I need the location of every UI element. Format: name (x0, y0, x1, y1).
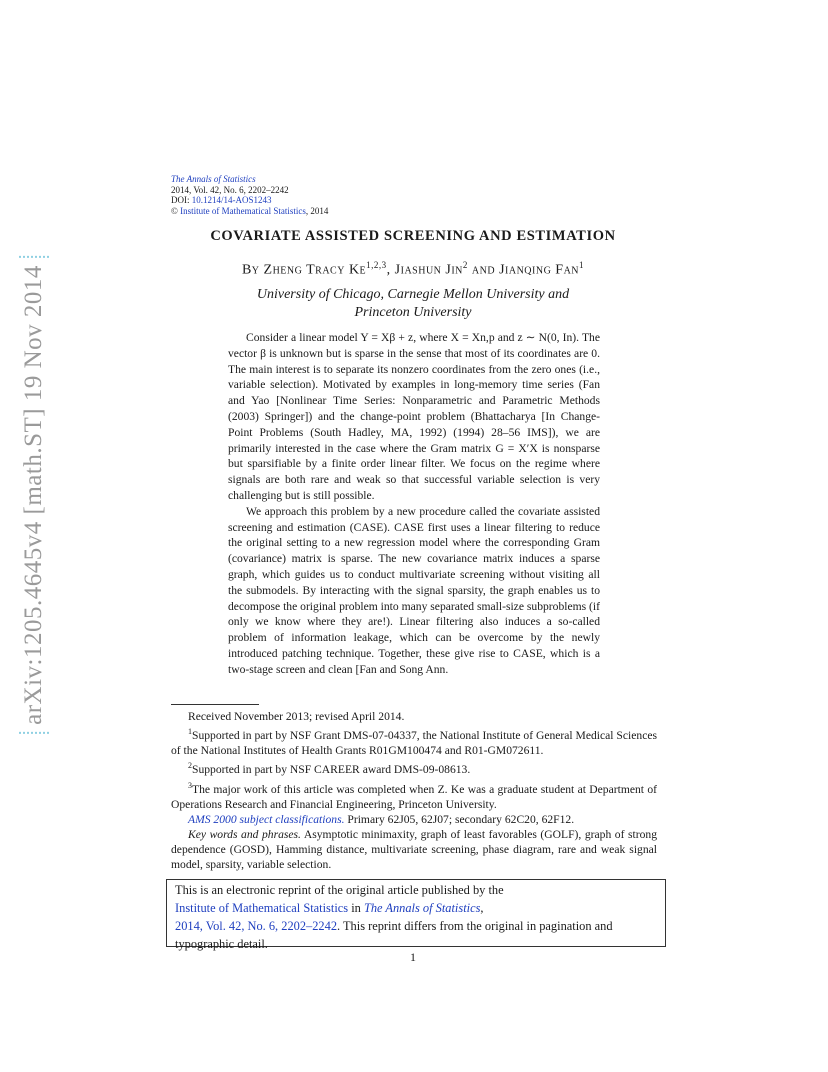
footnote-1-text: Supported in part by NSF Grant DMS-07-04337, the National Institute of General Medical Sciences of the National Institutes of Health Grants R01GM100474 and R01-GM072611. (171, 729, 657, 758)
reprint-text-2: in (348, 901, 364, 915)
affiliations (171, 286, 655, 322)
arxiv-id-text: arXiv:1205.4645v4 [math.ST] 19 Nov 2014 (20, 261, 48, 729)
page-number: 1 (410, 950, 416, 964)
reprint-notice-box (166, 879, 666, 951)
ams-classification-link[interactable]: AMS 2000 subject classifications. (188, 812, 345, 826)
footnote-2-text: Supported in part by NSF CAREER award DMS-09-08613. (192, 763, 471, 777)
abstract-paragraph-1: Consider a linear model Y = Xβ + z, where X = Xn,p and z ∼ N(0, In). The vector β is unknown but is sparse in the sense that most of its coordinates are 0. The main interest is to separate its nonzero coordinates from the zero ones (i.e., variable selection). Motivated by examples in long-memory time series (Fan and Yao [Nonlinear Time Series: Nonparametric and Parametric Methods (2003) Springer]) and the change-point problem (Bhattacharya [In Change-Point Problems (South Hadley, MA, 1992) (1994) 28–56 IMS]), we are primarily interested in the case where the Gram matrix G = X′X is nonsparse but sparsifiable by a finite order linear filter. We focus on the regime where signals are both rare and weak so that successful variable selection is very challenging but is still possible. (228, 331, 600, 502)
footnote-3 (171, 778, 657, 812)
journal-header (171, 174, 328, 216)
author-jin: Jiashun Jin (394, 262, 463, 278)
author-jin-sup: 2 (462, 260, 468, 270)
received-note: Received November 2013; revised April 2014. (188, 710, 405, 723)
author-separator: , (386, 262, 395, 278)
footnote-3-text: The major work of this article was completed when Z. Ke was a graduate student at Department of Operations Research and Financial Engineering, Princeton University. (171, 782, 657, 811)
author-fan-sup: 1 (579, 260, 585, 270)
keywords-text: Asymptotic minimaxity, graph of least favorables (GOLF), graph of strong dependence (GOSD), Hamming distance, multivariate screening, phase diagram, rare and weak signal model, sparsity, variable selection. (171, 828, 657, 872)
keywords (171, 827, 657, 873)
ams-classification (171, 812, 657, 827)
copyright-year: , 2014 (305, 205, 329, 216)
footnote-3-mark: 3 (188, 780, 192, 790)
doi-prefix: DOI: (171, 195, 192, 205)
copyright-icon: © (171, 205, 178, 216)
journal-name-link[interactable]: The Annals of Statistics (171, 174, 256, 184)
footnote-2-mark: 2 (188, 761, 192, 771)
doi-line (171, 195, 328, 206)
keywords-label: Key words and phrases. (188, 828, 301, 841)
abstract-paragraph-2: We approach this problem by a new procedure called the covariate assisted screening and estimation (CASE). CASE first uses a linear filtering to reduce the original setting to a new regression model where the corresponding Gram (covariance) matrix is sparse. The new covariance matrix induces a sparse graph, which guides us to conduct multivariate screening without visiting all the submodels. By interacting with the signal sparsity, the graph enables us to decompose the original problem into many separated small-size subproblems (if only we know where they are!). Linear filtering also induces a so-called problem of information leakage, which can be overcome by the newly introduced patching technique. Together, these give rise to CASE, which is a two-stage screen and clean [Fan and Song Ann. (228, 504, 600, 676)
footnote-1 (171, 724, 657, 758)
volume-line: 2014, Vol. 42, No. 6, 2202–2242 (171, 184, 289, 195)
author-ke-sup: 1,2,3 (366, 260, 387, 270)
author-line (171, 260, 655, 279)
affiliation-line-2: Princeton University (354, 305, 472, 320)
doi-link[interactable]: 10.1214/14-AOS1243 (191, 195, 272, 205)
arxiv-identifier-stamp (18, 240, 50, 750)
reprint-ims-link[interactable]: Institute of Mathematical Statistics (175, 901, 349, 915)
footnotes (171, 709, 657, 873)
ams-classification-text: Primary 62J05, 62J07; secondary 62C20, 62F12. (344, 812, 575, 826)
reprint-volume-link[interactable]: 2014, Vol. 42, No. 6, 2202–2242 (175, 919, 338, 933)
abstract (228, 330, 600, 678)
reprint-text-1: This is an electronic reprint of the original article published by the (175, 883, 504, 897)
reprint-journal-link[interactable]: The Annals of Statistics (363, 901, 481, 915)
by-label: By (241, 262, 260, 278)
footnote-rule (171, 704, 259, 705)
ims-link[interactable]: Institute of Mathematical Statistics (180, 205, 306, 216)
copyright-line (171, 206, 328, 217)
paper-title: COVARIATE ASSISTED SCREENING AND ESTIMATION (210, 228, 616, 244)
affiliation-line-1: University of Chicago, Carnegie Mellon University and (256, 287, 570, 302)
author-fan: Jianqing Fan (499, 262, 580, 278)
author-and: and (467, 262, 500, 278)
footnote-1-mark: 1 (188, 727, 192, 737)
reprint-text-3: , (480, 901, 484, 915)
author-ke: Zheng Tracy Ke (263, 262, 367, 278)
reprint-text-4: . This reprint differs from the original in pagination and typographic detail. (175, 919, 613, 951)
footnote-2 (171, 758, 657, 777)
